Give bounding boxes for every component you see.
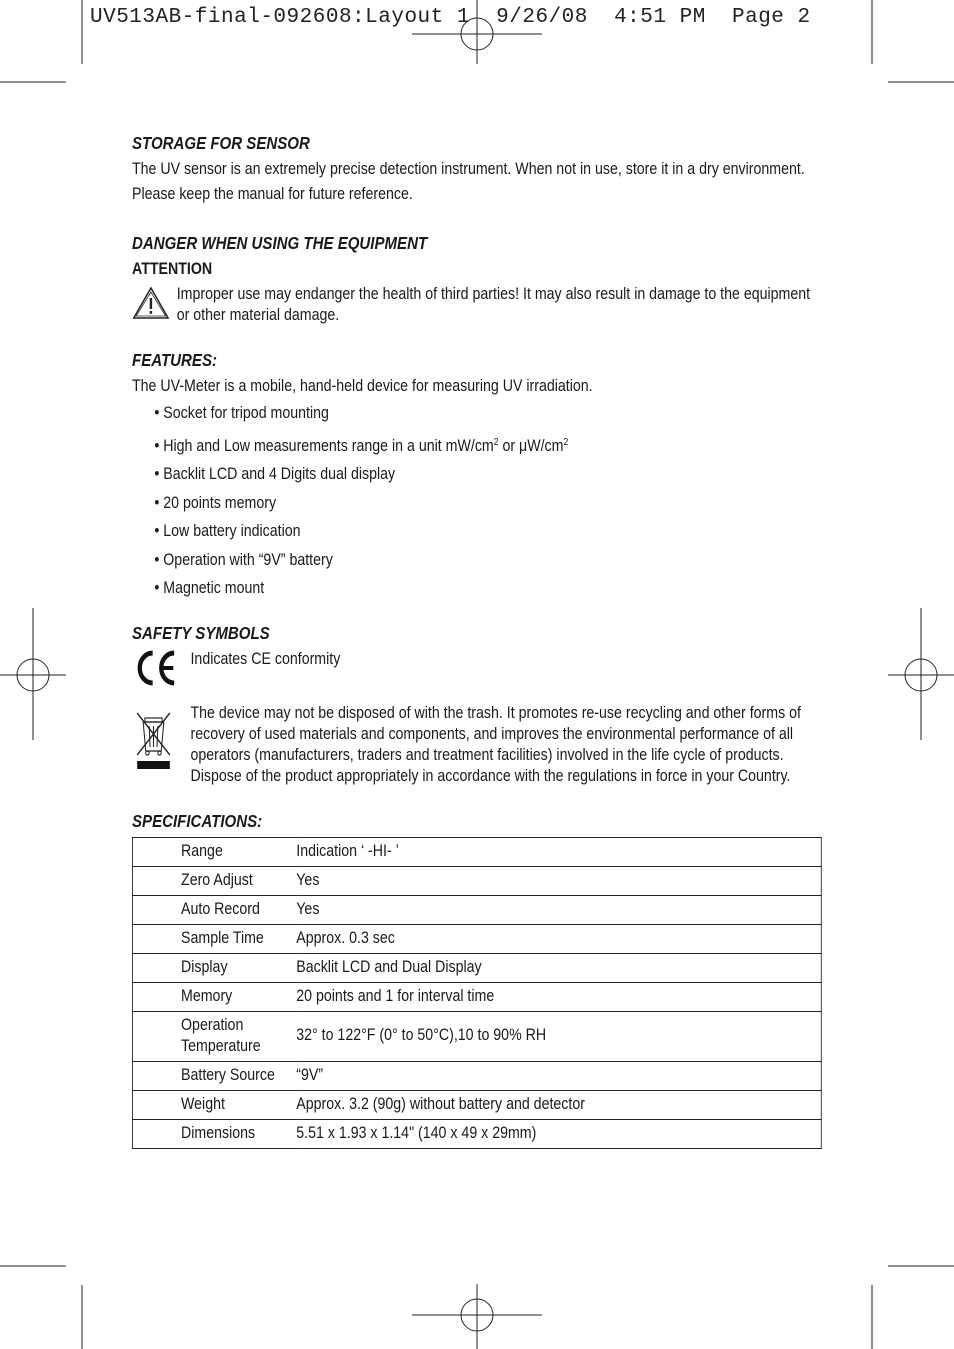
spec-value: Approx. 0.3 sec [296, 924, 821, 953]
table-row [132, 837, 821, 866]
spec-label: Weight [132, 1090, 296, 1119]
table-row [132, 1011, 821, 1061]
storage-text: The UV sensor is an extremely precise detection instrument. When not in use, store it in a dry environment. [132, 160, 805, 178]
spec-label: Sample Time [132, 924, 296, 953]
storage-heading: STORAGE FOR SENSOR [132, 133, 310, 153]
attention-label: ATTENTION [132, 260, 213, 278]
features-heading: FEATURES: [132, 350, 218, 370]
feature-item: • Magnetic mount [154, 579, 265, 597]
features-list [154, 403, 821, 599]
table-row [132, 924, 821, 953]
table-row [132, 1119, 821, 1148]
spec-value: 20 points and 1 for interval time [296, 982, 821, 1011]
storage-manual-note: Please keep the manual for future reference. [132, 185, 413, 203]
table-row [132, 1090, 821, 1119]
feature-item: • Socket for tripod mounting [154, 404, 329, 422]
spec-value: Approx. 3.2 (90g) without battery and detector [296, 1090, 821, 1119]
table-row [132, 895, 821, 924]
danger-warning-text: Improper use may endanger the health of third parties! It may also result in damage to the equipment or other material damage. [176, 285, 811, 324]
spec-value: “9V” [296, 1061, 821, 1090]
ce-mark-icon [132, 649, 190, 693]
spec-value: Backlit LCD and Dual Display [296, 953, 821, 982]
table-row [132, 953, 821, 982]
feature-item: • Backlit LCD and 4 Digits dual display [154, 465, 396, 483]
spec-value: Yes [296, 866, 821, 895]
feature-item-range: • High and Low measurements range in a unit $mW/cm^2$ or $\mu W/cm^2$ [154, 436, 569, 455]
spec-label: Operation Temperature [132, 1011, 296, 1061]
spec-value: 32° to 122°F (0° to 50°C),10 to 90% RH [296, 1011, 821, 1061]
features-section [132, 350, 822, 599]
spec-label: Display [132, 953, 296, 982]
ce-conformity-text: Indicates CE conformity [190, 649, 341, 668]
feature-item: • Operation with “9V” battery [154, 550, 333, 569]
spec-label: Zero Adjust [132, 866, 296, 895]
spec-label: Range [132, 837, 296, 866]
table-row [132, 1061, 821, 1090]
feature-item: • 20 points memory [154, 493, 277, 512]
weee-disposal-text: The device may not be disposed of with the trash. It promotes re-use recycling and other forms of recovery of used materials and components, and improves the environmental performance of all operators (manufacturers, traders and treatment facilities) involved in the life cycle of products. Dispose of the product appropriately in accordance with the regulations in force in your Country. [190, 703, 801, 785]
spec-value: Yes [296, 895, 821, 924]
features-intro: The UV-Meter is a mobile, hand-held device for measuring UV irradiation. [132, 377, 593, 395]
safety-symbols-section [132, 623, 822, 787]
crossed-bin-icon [132, 703, 190, 779]
manual-page-content [132, 133, 811, 1149]
table-row [132, 982, 821, 1011]
feature-item: • Low battery indication [154, 522, 301, 540]
table-row [132, 866, 821, 895]
storage-section [132, 133, 822, 205]
spec-label: Auto Record [132, 895, 296, 924]
print-slug-line: UV513AB-final-092608:Layout 1 9/26/08 4:51 PM Page 2 [90, 6, 811, 29]
spec-value: 5.51 x 1.93 x 1.14" (140 x 49 x 29mm) [296, 1119, 821, 1148]
specifications-heading: SPECIFICATIONS: [132, 810, 263, 831]
spec-label: Memory [132, 982, 296, 1011]
spec-label: Battery Source [132, 1061, 296, 1090]
warning-triangle-icon [132, 284, 177, 326]
danger-heading: DANGER WHEN USING THE EQUIPMENT [132, 233, 428, 253]
specifications-table [132, 837, 822, 1149]
spec-label: Dimensions [132, 1119, 296, 1148]
spec-value: Indication ‘ -HI- ’ [296, 837, 821, 866]
safety-heading: SAFETY SYMBOLS [132, 622, 270, 643]
specifications-section [132, 811, 822, 1149]
danger-section [132, 233, 822, 326]
